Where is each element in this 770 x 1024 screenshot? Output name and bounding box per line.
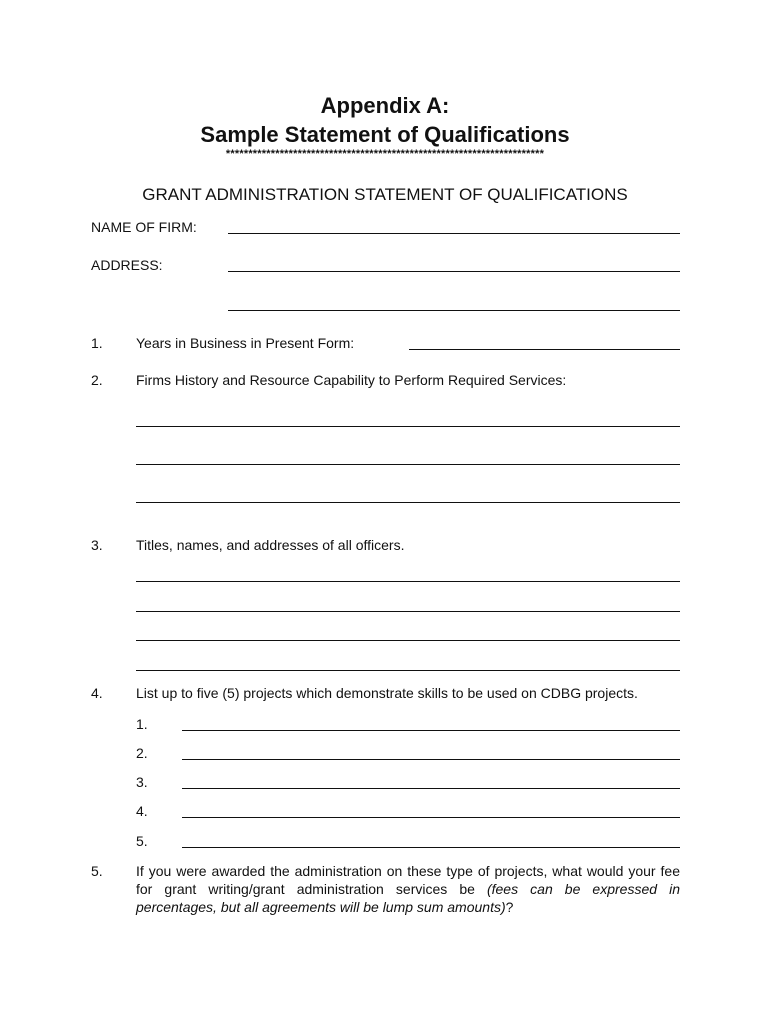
q1-number: 1. (91, 335, 103, 351)
project-number-3: 3. (136, 774, 148, 790)
project-field-1[interactable] (182, 712, 680, 731)
name-of-firm-field[interactable] (228, 215, 680, 234)
history-field-line3[interactable] (136, 484, 680, 503)
page-title-line1: Appendix A: (320, 93, 450, 118)
officers-field-line4[interactable] (136, 652, 680, 671)
q1-label: Years in Business in Present Form: (136, 335, 355, 351)
history-field-line2[interactable] (136, 446, 680, 465)
q5-italic-note: (fees can be expressed in percentages, but all agreements will be lump sum amounts) (136, 881, 680, 915)
officers-field-line1[interactable] (136, 563, 680, 582)
project-field-5[interactable] (182, 829, 680, 848)
address-label: ADDRESS: (91, 257, 163, 273)
q3-number: 3. (91, 537, 103, 553)
history-field-line1[interactable] (136, 408, 680, 427)
years-in-business-field[interactable] (409, 331, 680, 350)
project-number-5: 5. (136, 833, 148, 849)
q2-label: Firms History and Resource Capability to Perform Required Services: (136, 372, 567, 388)
address-field-line1[interactable] (228, 253, 680, 272)
star-divider: *********************************************************************** (225, 148, 545, 160)
project-field-4[interactable] (182, 799, 680, 818)
q5-label (136, 862, 680, 916)
q4-number: 4. (91, 685, 103, 701)
officers-field-line3[interactable] (136, 622, 680, 641)
q4-label: List up to five (5) projects which demonstrate skills to be used on CDBG projects. (136, 685, 638, 701)
q5-number: 5. (91, 863, 103, 879)
officers-field-line2[interactable] (136, 593, 680, 612)
q2-number: 2. (91, 372, 103, 388)
page-title-line2: Sample Statement of Qualifications (200, 122, 570, 147)
project-number-1: 1. (136, 716, 148, 732)
project-field-2[interactable] (182, 741, 680, 760)
q3-label: Titles, names, and addresses of all officers. (136, 537, 405, 553)
project-number-4: 4. (136, 803, 148, 819)
address-field-line2[interactable] (228, 292, 680, 311)
form-subtitle: GRANT ADMINISTRATION STATEMENT OF QUALIFICATIONS (142, 185, 628, 204)
project-number-2: 2. (136, 745, 148, 761)
q5-text: If you were awarded the administration on these type of projects, what would your fee for grant writing/grant administration services be (136, 863, 680, 897)
name-of-firm-label: NAME OF FIRM: (91, 219, 197, 235)
project-field-3[interactable] (182, 770, 680, 789)
q5-question-mark: ? (505, 899, 514, 915)
